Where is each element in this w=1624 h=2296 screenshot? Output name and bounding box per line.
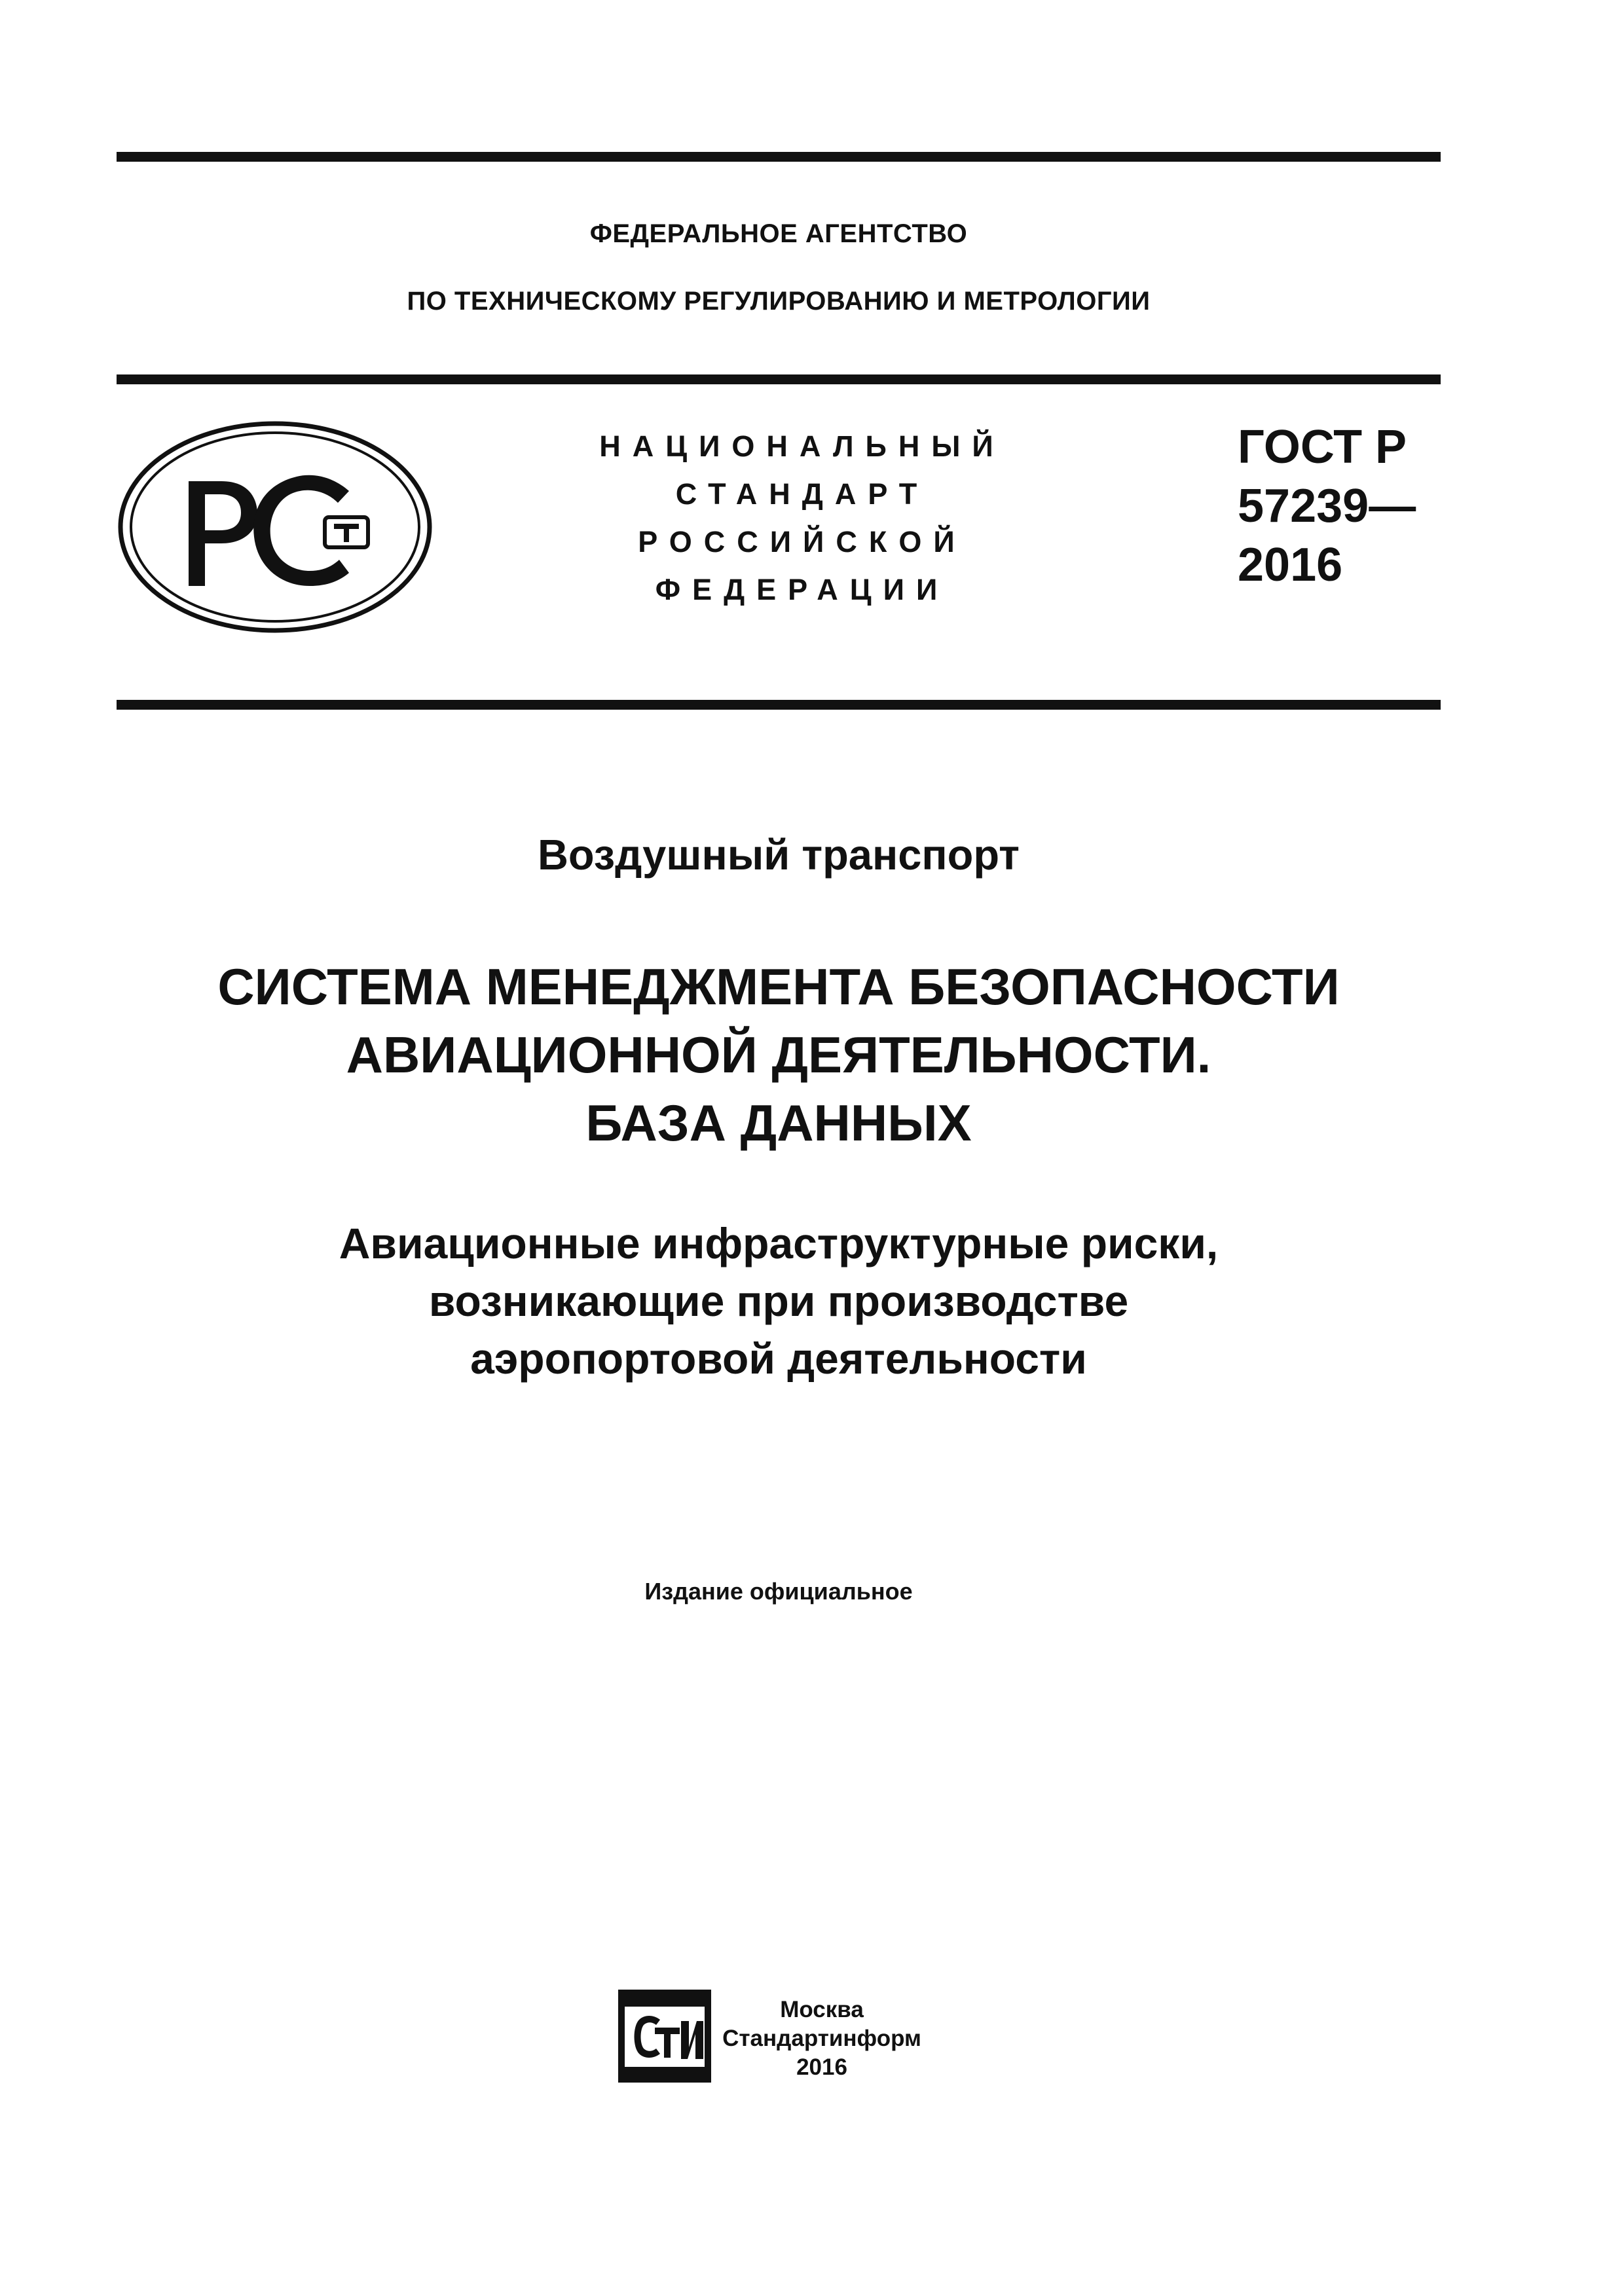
document-title	[117, 953, 1441, 1157]
national-standard-line-3: РОССИЙСКОЙ	[638, 525, 967, 558]
national-standard-line-2: СТАНДАРТ	[675, 477, 929, 511]
part-title	[117, 1214, 1441, 1387]
title-line-1: СИСТЕМА МЕНЕДЖМЕНТА БЕЗОПАСНОСТИ	[217, 958, 1340, 1015]
official-edition-label: Издание официальное	[644, 1578, 913, 1605]
part-title-line-2: возникающие при производстве	[428, 1277, 1129, 1325]
header-divider-rule	[117, 374, 1441, 384]
publication-year: 2016	[796, 2054, 847, 2080]
designation-line-2: 57239—	[1238, 480, 1416, 532]
national-standard-line-4: ФЕДЕРАЦИИ	[655, 573, 950, 606]
title-divider-rule	[117, 700, 1441, 710]
national-standard-line-1: НАЦИОНАЛЬНЫЙ	[599, 429, 1005, 463]
designation-line-1: ГОСТ Р	[1238, 421, 1407, 473]
title-line-3: БАЗА ДАННЫХ	[585, 1094, 972, 1152]
publisher-imprint	[720, 1995, 923, 2082]
subject-heading: Воздушный транспорт	[537, 831, 1020, 879]
standard-designation	[1238, 418, 1447, 594]
national-standard-label	[560, 422, 1044, 613]
title-line-2: АВИАЦИОННОЙ ДЕЯТЕЛЬНОСТИ.	[346, 1026, 1211, 1084]
gost-r-emblem-icon	[117, 419, 434, 635]
publisher-city: Москва	[780, 1997, 864, 2022]
top-rule	[117, 152, 1441, 162]
agency-name-line-2: ПО ТЕХНИЧЕСКОМУ РЕГУЛИРОВАНИЮ И МЕТРОЛОГИИ	[407, 287, 1151, 316]
part-title-line-3: аэропортовой деятельности	[470, 1334, 1087, 1383]
part-title-line-1: Авиационные инфраструктурные риски,	[339, 1219, 1219, 1267]
publisher-name: Стандартинформ	[722, 2026, 921, 2051]
standartinform-logo-icon	[616, 1987, 714, 2085]
designation-line-3: 2016	[1238, 539, 1343, 591]
agency-name-line-1: ФЕДЕРАЛЬНОЕ АГЕНТСТВО	[589, 219, 968, 248]
